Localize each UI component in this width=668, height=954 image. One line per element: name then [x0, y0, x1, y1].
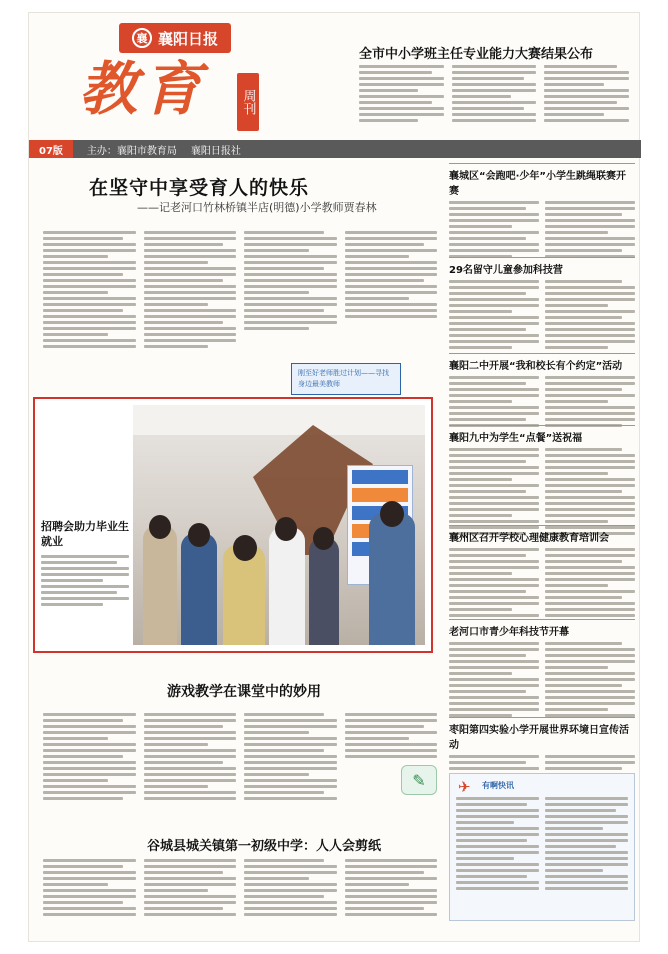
news-title[interactable]: 襄州区召开学校心理健康教育培训会 — [449, 525, 635, 544]
news-item — [449, 525, 635, 620]
top-story-body — [359, 65, 629, 125]
weekly-tag: 周刊 — [237, 73, 259, 131]
newspaper-page — [28, 12, 640, 942]
quick-news-title: 有啊快讯 — [482, 781, 514, 790]
photo-caption-block — [41, 519, 129, 609]
news-title[interactable]: 襄阳九中为学生“点餐”送祝福 — [449, 425, 635, 444]
news-title[interactable]: 襄阳二中开展“我和校长有个约定”活动 — [449, 353, 635, 372]
main-article-title[interactable]: 在坚守中享受育人的快乐 — [89, 177, 310, 199]
newspaper-logo — [119, 23, 231, 53]
featured-photo-frame — [33, 397, 433, 653]
co-host-label: 襄阳日报社 — [190, 145, 241, 157]
job-fair-photo — [133, 405, 425, 645]
news-title[interactable]: 29名留守儿童參加科技营 — [449, 257, 635, 276]
logo-mark-icon: 襄 — [132, 28, 152, 48]
paper-cut-body — [43, 859, 437, 919]
top-story-title[interactable]: 全市中小学班主任专业能力大赛结果公布 — [359, 47, 594, 62]
quick-news-box — [449, 773, 635, 921]
logo-text: 襄阳日报 — [157, 29, 218, 48]
host-label: 主办：襄阳市教育局 — [86, 145, 177, 157]
news-item — [449, 257, 635, 352]
news-item — [449, 163, 635, 261]
quote-box: 刚至好老师胜过计划——寻找身边最美教师 — [291, 363, 401, 395]
photo-caption-title: 招聘会助力毕业生就业 — [41, 520, 129, 548]
section-title: 教育 — [79, 55, 208, 123]
game-article-body — [43, 713, 437, 803]
news-item — [449, 425, 635, 538]
main-article-subtitle: ——记老河口竹林桥镇半店(明德)小学教师贾春林 — [137, 201, 377, 214]
issue-number: 07版 — [29, 140, 73, 158]
paper-cut-title[interactable]: 谷城县城关镇第一初级中学：人人会剪纸 — [147, 839, 382, 854]
news-item — [449, 353, 635, 430]
news-title[interactable]: 枣阳第四实验小学开展世界环境日宣传活动 — [449, 717, 635, 751]
issue-info-bar — [29, 140, 641, 158]
news-item — [449, 619, 635, 720]
news-title[interactable]: 襄城区“会跑吧·少年”小学生跳绳联赛开赛 — [449, 163, 635, 197]
game-article-title[interactable]: 游戏教学在课堂中的妙用 — [167, 684, 321, 700]
pencil-book-icon: ✎ — [401, 765, 437, 795]
paper-plane-icon: ✈ — [458, 778, 471, 796]
news-title[interactable]: 老河口市青少年科技节开幕 — [449, 619, 635, 638]
